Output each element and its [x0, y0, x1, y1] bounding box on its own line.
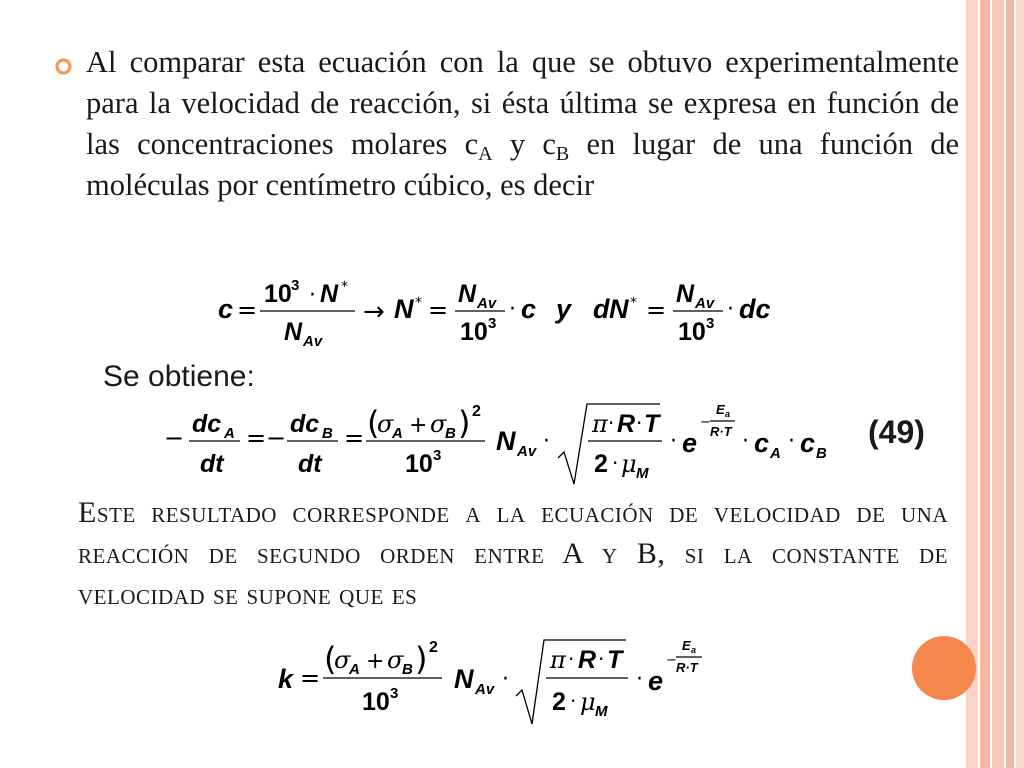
- eq-symbol: c: [521, 294, 537, 324]
- eq-symbol: R: [617, 410, 636, 438]
- se-obtiene-label: Se obtiene:: [103, 360, 255, 393]
- equation-number: (49): [868, 414, 925, 450]
- eq-subscript: A: [770, 445, 781, 462]
- eq-dot: ·: [636, 411, 643, 435]
- eq-number: 10: [678, 318, 706, 346]
- eq-dot: ·: [309, 283, 316, 308]
- stripe: [1006, 0, 1014, 768]
- eq-star: *: [415, 295, 422, 311]
- eq-symbol: N: [676, 280, 695, 308]
- decorative-stripes: [966, 0, 1024, 768]
- stripe: [980, 0, 990, 768]
- eq-symbol: dt: [200, 450, 224, 478]
- eq-symbol: σ: [334, 646, 351, 674]
- equation-concentration: [200, 270, 800, 360]
- eq-number: 2: [594, 450, 608, 478]
- eq-operator: =: [344, 424, 365, 452]
- eq-operator: −: [266, 424, 287, 452]
- eq-subscript: Av: [477, 295, 497, 312]
- eq-exponent: 2: [472, 403, 481, 420]
- eq-dot: ·: [788, 429, 795, 454]
- eq-symbol: π: [550, 646, 566, 674]
- eq-exponent: 3: [488, 315, 497, 332]
- eq-dot: ·: [742, 429, 749, 454]
- eq-symbol: σ: [430, 410, 447, 438]
- eq-subscript: B: [445, 425, 456, 442]
- eq-subscript: A: [224, 425, 235, 442]
- eq-subscript: M: [636, 465, 649, 482]
- eq-subscript: Av: [303, 333, 323, 350]
- eq-symbol: R·T: [710, 424, 732, 439]
- eq-symbol: N: [496, 426, 516, 456]
- subscript-b: B: [555, 143, 570, 165]
- eq-star: *: [630, 295, 637, 311]
- eq-paren: ): [415, 640, 428, 678]
- eq-dot: ·: [509, 297, 516, 322]
- eq-subscript: A: [349, 661, 360, 678]
- eq-symbol: N: [454, 664, 474, 694]
- eq-dot: ·: [727, 297, 734, 322]
- eq-exponent: 3: [291, 277, 300, 294]
- eq-symbol: T: [644, 410, 660, 438]
- eq-symbol: π: [592, 410, 608, 438]
- eq-symbol: d: [593, 294, 610, 324]
- eq-symbol: N: [458, 280, 477, 308]
- eq-symbol: N: [394, 294, 414, 324]
- eq-number: 10: [362, 688, 390, 716]
- eq-dot: ·: [502, 667, 509, 692]
- eq-symbol: T: [607, 646, 623, 674]
- eq-operator: =: [237, 296, 258, 324]
- equation-rate-constant: [270, 630, 720, 730]
- eq-operator: =: [246, 424, 267, 452]
- eq-operator: +: [366, 649, 385, 674]
- eq-symbol: E: [716, 402, 725, 417]
- eq-dot: ·: [598, 647, 605, 671]
- eq-number: 10: [405, 450, 433, 478]
- equation-49: [160, 400, 860, 490]
- eq-symbol: c: [218, 294, 234, 324]
- eq-dot: ·: [612, 451, 619, 475]
- eq-operator: −: [164, 424, 185, 452]
- eq-number: 10: [264, 280, 292, 308]
- eq-dot: ·: [670, 429, 677, 454]
- subscript-a: A: [478, 143, 493, 165]
- eq-subscript: B: [322, 425, 333, 442]
- eq-star: *: [341, 279, 348, 295]
- eq-symbol: σ: [377, 410, 394, 438]
- eq-paren: (: [324, 640, 337, 678]
- eq-symbol: μ: [580, 688, 596, 716]
- intro-text: Al comparar esta ecuación con la que se obtuvo experimentalmente para la velocidad de reacción, si ésta última se expresa en función de las concentraciones molares c: [86, 45, 959, 161]
- eq-operator: +: [409, 413, 428, 438]
- eq-operator: =: [428, 296, 449, 324]
- eq-exponent: 3: [390, 685, 399, 702]
- eq-dot: ·: [608, 411, 615, 435]
- eq-symbol: dc: [739, 294, 771, 324]
- intro-paragraph: [86, 42, 959, 206]
- eq-symbol: e: [682, 428, 698, 458]
- intro-text-tail: en lugar de una función de moléculas por centímetro cúbico, es decir: [86, 127, 959, 202]
- eq-symbol: c: [800, 428, 816, 458]
- eq-dot: ·: [543, 429, 550, 454]
- eq-symbol: E: [682, 638, 691, 653]
- intro-text-mid: y c: [492, 127, 556, 161]
- eq-operator: −: [666, 653, 677, 668]
- eq-symbol: R·T: [676, 660, 698, 675]
- eq-conjunction: y: [556, 294, 572, 324]
- eq-symbol: μ: [621, 450, 637, 478]
- eq-operator: =: [646, 296, 667, 324]
- eq-number: 2: [552, 688, 566, 716]
- eq-subscript: Av: [695, 295, 715, 312]
- eq-arrow: →: [363, 297, 385, 327]
- eq-symbol: k: [278, 664, 294, 694]
- eq-subscript: a: [691, 645, 697, 655]
- eq-symbol: dt: [298, 450, 322, 478]
- eq-dot: ·: [570, 689, 577, 713]
- eq-dot: ·: [568, 647, 575, 671]
- eq-exponent: 3: [433, 447, 442, 464]
- bullet-icon: [55, 58, 72, 75]
- eq-operator: −: [700, 415, 711, 430]
- eq-dot: ·: [636, 667, 643, 692]
- eq-symbol: dc: [290, 410, 320, 438]
- stripe: [1016, 0, 1024, 768]
- eq-paren: ): [458, 404, 471, 442]
- eq-symbol: c: [754, 428, 770, 458]
- eq-subscript: a: [725, 409, 731, 419]
- eq-subscript: B: [402, 661, 413, 678]
- eq-symbol: e: [648, 666, 664, 696]
- eq-symbol: N: [609, 294, 629, 324]
- eq-operator: =: [300, 664, 321, 692]
- eq-number: 10: [460, 318, 488, 346]
- eq-subscript: A: [392, 425, 403, 442]
- eq-exponent: 3: [706, 315, 715, 332]
- eq-subscript: B: [816, 445, 827, 462]
- eq-exponent: 2: [429, 639, 438, 656]
- stripe: [992, 0, 1004, 768]
- eq-subscript: M: [595, 703, 608, 720]
- eq-subscript: Av: [475, 681, 495, 698]
- decorative-circle: [912, 636, 976, 700]
- eq-subscript: Av: [517, 443, 537, 460]
- eq-symbol: N: [320, 280, 339, 308]
- eq-symbol: dc: [192, 410, 222, 438]
- eq-paren: (: [367, 404, 380, 442]
- eq-symbol: N: [284, 318, 303, 346]
- eq-symbol: R: [578, 646, 597, 674]
- eq-symbol: σ: [387, 646, 404, 674]
- conclusion-paragraph: Este resultado corresponde a la ecuación de velocidad de una reacción de segundo orden entre A y B, si la constante de velocidad se supone que es: [78, 496, 948, 611]
